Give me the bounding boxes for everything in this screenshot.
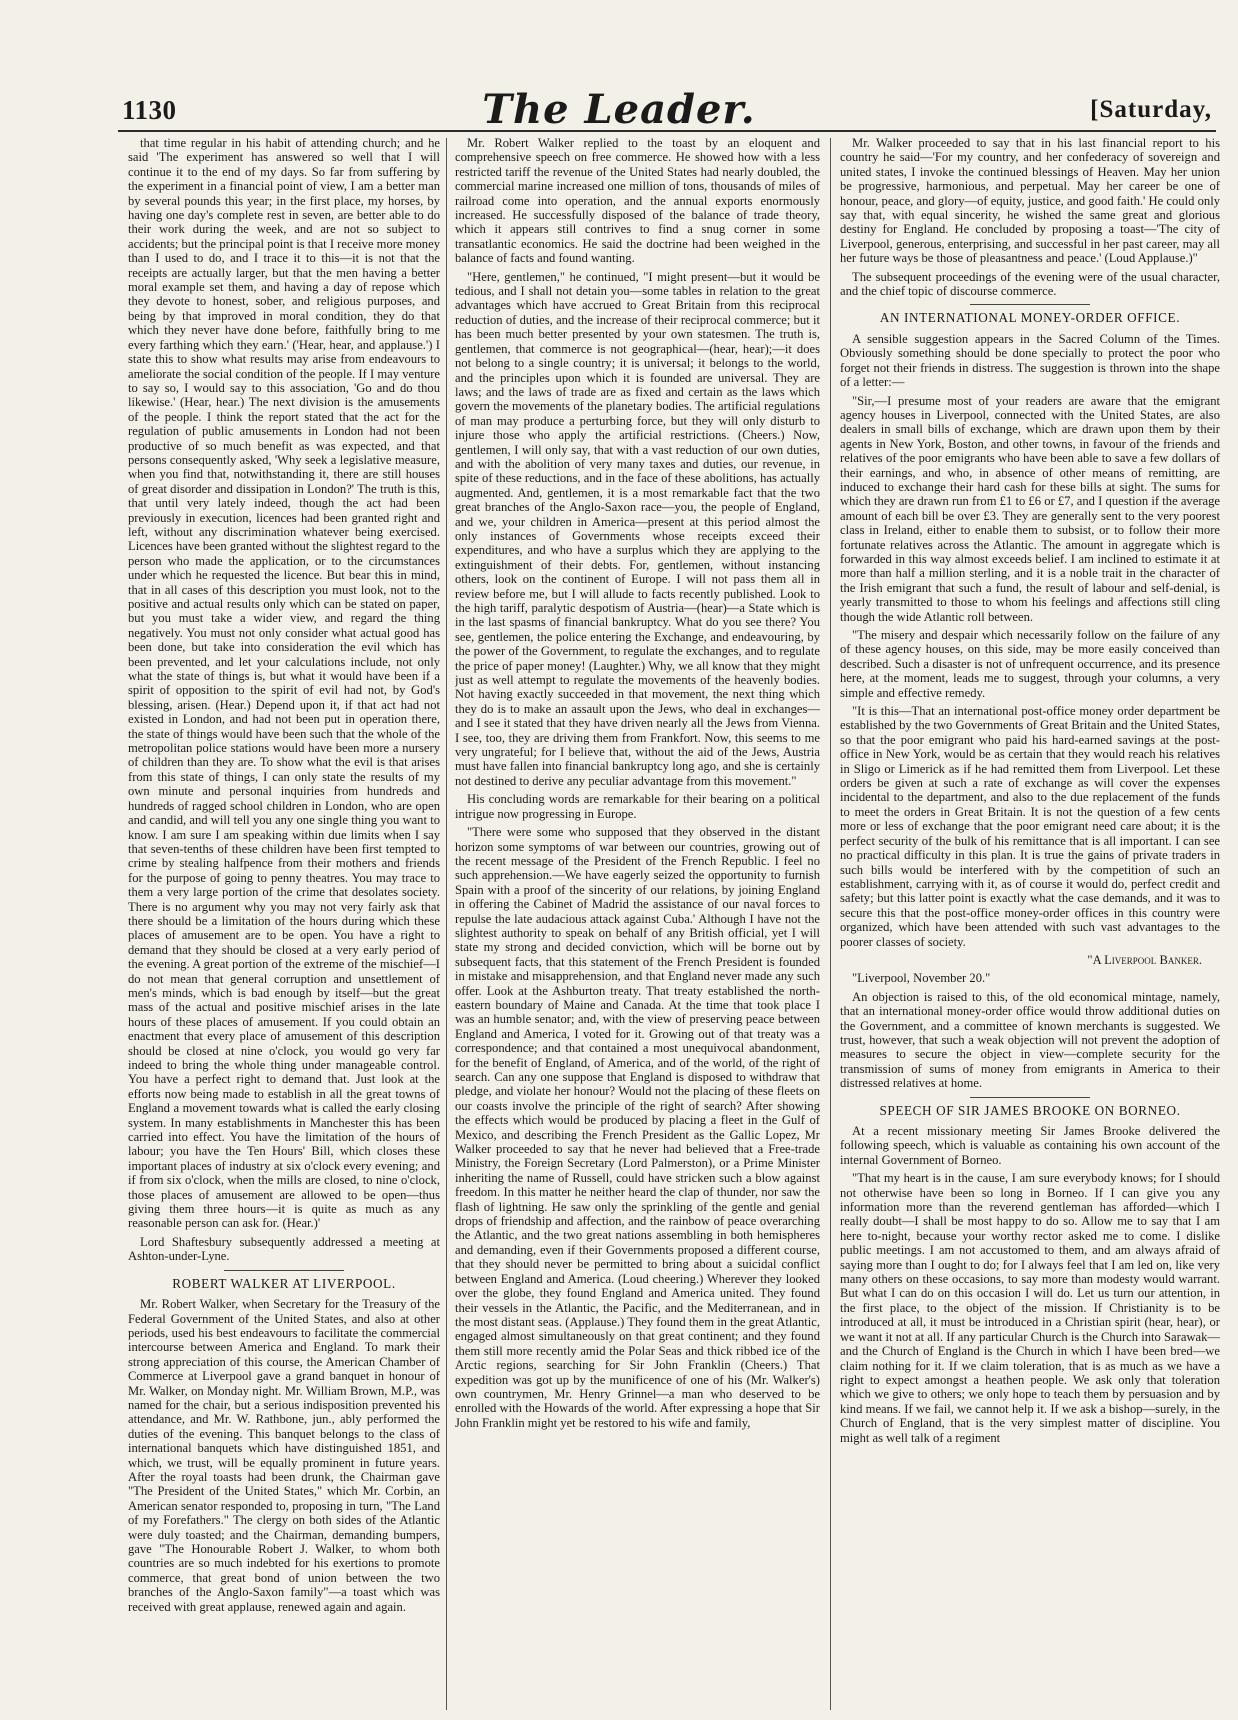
article-paragraph: Mr. Robert Walker replied to the toast by an eloquent and comprehensive speech on free commerce. He showed how with a less restricted tariff the revenue of the United States had nearly doubled, the commercial marine increased one million of tons, thousands of miles of railroad come into operation, and the annual exports enormously increased. He successfully disposed of the balance of trade theory, which it appears still contrives to find a snug corner in some transatlantic economics. He said the doctrine had been weighed in the balance of facts and found wanting. — [455, 136, 820, 266]
article-paragraph: "Sir,—I presume most of your readers are aware that the emigrant agency houses in Liverpool, connected with the United States, are also dealers in small bills of exchange, which are drawn upon them by their agents in New York, Boston, and other towns, in favour of the friends and relatives of the poor emigrants who have been able to save a few dollars of their earnings, and who, in absence of other means of remitting, are induced to exchange their hard cash for these bills at sight. The sums for which they are drawn run from £1 to £6 or £7, and I question if the average amount of each bill be over £3. They are generally sent to the very poorest class in Ireland, either to enable them to subsist, or to follow their more fortunate relatives across the Atlantic. The amount in aggregate which is forwarded in this way almost exceeds belief. I am inclined to estimate it at more than half a million sterling, and it is a noble trait in the character of the Irish emigrant that such a fund, the result of labour and self-denial, is yearly transmitted to those to whom his feelings and affections still cling though the wide Atlantic roll between. — [840, 393, 1220, 624]
article-paragraph: "It is this—That an international post-office money order department be established by the two Governments of Great Britain and the United States, so that the poor emigrant who paid his hard-earned savings at the post-office in New York, would be as certain that they would reach his relatives in Sligo or Limerick as if he had remitted them from Liverpool. Let these orders be given at such a rate of exchange as will cover the expenses incidental to the department, and also to the due replacement of the funds to meet the orders in Great Britain. It is not the question of a few cents more or less of exchange that the poor emigrant need care about; it is the perfect security of the bulk of his remittance that is all important. I can see no practical difficulty in this plan. It is true the gains of private traders in such bills would be interfered with by the competition of such an establishment, carrying with it, as of course it would do, perfect credit and safety; but this latter point is exactly what the case demands, and it was to secure this that the post-office money-order offices in this country were organized, which have been attended with such vast advantages to the poorer classes of society. — [840, 704, 1220, 949]
column-1 — [128, 136, 440, 1720]
letter-signature: "A Liverpool Banker. — [1087, 952, 1202, 967]
masthead-title: The Leader. — [482, 86, 756, 133]
article-paragraph: An objection is raised to this, of the old economical mintage, namely, that an international money-order office would throw additional duties on the Government, and a committee of known merchants is suggested. We trust, however, that such a weak objection will not prevent the adoption of measures to secure the object in view—complete security for the transmission of sums of money from emigrants in America to their distressed relatives at home. — [840, 989, 1220, 1091]
page-header — [0, 0, 1238, 133]
column-divider — [446, 138, 447, 1710]
section-rule — [970, 304, 1090, 305]
section-rule — [970, 1097, 1090, 1098]
article-paragraph: Lord Shaftesbury subsequently addressed a meeting at Ashton-under-Lyne. — [128, 1234, 440, 1264]
article-paragraph: "That my heart is in the cause, I am sure everybody knows; for I should not otherwise have been so long in Borneo. If I can give you any information more than the reverend gentleman has afforded—which I really doubt—I shall be most happy to do so. Allow me to say that I am here to-night, because your worthy rector asked me to come. I dislike public meetings. I am not accustomed to them, and am always afraid of saying more than I ought to do; for I always feel that I am led on, like very many others on these occasions, to say more than modesty would warrant. But what I can do on this occasion I will do. Let us turn our attention, in the first place, to the object of the mission. If Christianity is to be introduced at all, it must be introduced in a Christian spirit (hear, hear), or we want it not at all. If any particular Church is the Church into Sarawak—and the Church of England is the Church in which I have been bred—we claim nothing for it. If we claim toleration, that is as much as we have a right to expect amongst a heathen people. We ask only that toleration which we give to others; we only hope to teach them by persuasion and by kind means. If we fail, we cannot help it. If we ask a bishop—surely, in the Church of England, that is the very simplest matter of discipline. You might as well talk of a regiment — [840, 1171, 1220, 1445]
column-divider — [830, 138, 831, 1710]
article-paragraph: At a recent missionary meeting Sir James Brooke delivered the following speech, which is valuable as containing his own account of the internal Government of Borneo. — [840, 1124, 1220, 1167]
letter-dateline: "Liverpool, November 20." — [852, 971, 991, 986]
article-paragraph: "The misery and despair which necessarily follow on the failure of any of these agency houses, on this side, may be more easily conceived than described. Such a disaster is not of unfrequent occurrence, and its presence here, at the moment, leads me to suggest, through your columns, a very simple and effective remedy. — [840, 628, 1220, 700]
header-rule — [118, 130, 1216, 132]
header-day: [Saturday, — [1090, 96, 1212, 123]
page-number: 1130 — [122, 95, 177, 125]
article-paragraph: Mr. Robert Walker, when Secretary for the Treasury of the Federal Government of the United States, and also at other periods, used his best endeavours to facilitate the commercial intercourse between America and England. To mark their strong appreciation of this course, the American Chamber of Commerce at Liverpool gave a grand banquet in honour of Mr. Walker, on Monday night. Mr. William Brown, M.P., was named for the chair, but a serious indisposition prevented his attendance, and Mr. W. Rathbone, jun., ably performed the duties of the evening. This banquet belongs to the class of international banquets which have distinguished 1851, and which, we trust, will be equally prominent in future years. After the royal toasts had been drunk, the Chairman gave "The President of the United States," which Mr. Corbin, an American senator responded to, proposing in turn, "The Land of my Forefathers." The clergy on both sides of the Atlantic were duly toasted; and the Chairman, demanding bumpers, gave "The Honourable Robert J. Walker, to whom both countries are so much indebted for his exertions to promote commerce, that great bond of union between the two branches of the Anglo-Saxon family"—a toast which was received with great applause, renewed again and again. — [128, 1297, 440, 1614]
section-heading: ROBERT WALKER AT LIVERPOOL. — [172, 1275, 396, 1291]
column-3 — [840, 136, 1220, 1720]
article-paragraph: "There were some who supposed that they observed in the distant horizon some symptoms of war between our countries, growing out of the recent message of the President of the French Republic. I feel no such apprehension.—We have eagerly seized the opportunity to furnish Spain with a proof of the sincerity of our relations, by joining England in offering the Cabinet of Madrid the assistance of our naval forces to repulse the late audacious attack against Cuba.' Although I have not the slightest authority to speak on behalf of any British official, yet I will state my strong and decided conviction, which will be borne out by subsequent facts, that this statement of the French President is founded in mistake and misapprehension, and that England never made any such offer. Look at the Ashburton treaty. That treaty established the north-eastern boundary of Maine and Canada. At the time that took place I was an humble senator; and, with the view of preserving peace between England and America, I voted for it. Growing out of that treaty was a correspondence; and that contained a most unequivocal abandonment, for the benefit of England, of America, and of the world, of the right of search. Can any one suppose that England is disposed to withdraw that pledge, and violate her honour? Would not the placing of these fleets on our coasts involve the principle of the right of search? After showing the effects which would be produced by placing a fleet in the Gulf of Mexico, and describing the French President as the Gallic Lopez, Mr Walker proceeded to say that he never had believed that a Free-trade Ministry, the Foreign Secretary (Lord Palmerston), or a Prime Minister inheriting the name of Russell, could have stricken such a blow against freedom. In this matter he neither heard the clap of thunder, nor saw the flash of lightning. He saw only the sprinkling of the gentle and genial drops of friendship and affection, and the rainbow of peace overarching the Atlantic, and the two great nations assembling in both hemispheres and demanding, even if their Governments proposed a different course, that they should never be permitted to bring about a suicidal conflict between England and America. (Loud cheering.) Wherever they looked over the globe, they found England and America united. They found their vessels in the Atlantic, the Pacific, and the Mediterranean, and in the most distant seas. (Applause.) They found them in the great Atlantic, engaged almost simultaneously on that great continent; and they found them still more recently amid the Polar Seas and thick ribbed ice of the Arctic regions, searching for Sir John Franklin (Cheers.) That expedition was got up by the munificence of one of his (Mr. Walker's) own countrymen, Mr. Henry Grinnel—a man who deserved to be enrolled with the Howards of the world. After expressing a hope that Sir John Franklin might yet be restored to his wife and family, — [455, 825, 820, 1430]
article-paragraph: that time regular in his habit of attending church; and he said 'The experiment has answered so well that I will continue it to the end of my days. So far from suffering by the experiment in a financial point of view, I am a better man by several pounds this year; in the first place, my horses, by having one day's complete rest in seven, are better able to do their work during the week, and are not so subject to accidents; but the principal point is that I receive more money than I used to do, and I trace it to this—it is not that the receipts are actually larger, but that the men having a better moral example set them, and having a day of repose which they devote to honest, sober, and religious purposes, and being by that improved in moral condition, they do that which they never have done before, faithfully bring to me every farthing which they earn.' ('Hear, hear, and applause.') I state this to show what results may arise from endeavours to ameliorate the social condition of the people. If I may venture to say so, I would say to this association, 'Go and do thou likewise.' (Hear, hear.) The next division is the amusements of the people. I think the report stated that the act for the regulation of public amusements in London had not been productive of so much benefit as was expected, and that persons consequently asked, 'Why seek a legislative measure, when you find that, notwithstanding it, there are still houses of great disorder and dissipation in London?' The truth is this, that until very lately indeed, though the act had been previously in execution, licences had been granted right and left, without any discrimination whatever being exercised. Licences have been granted without the slightest regard to the person who made the application, or to the circumstances under which he requested the licence. But bear this in mind, that in all cases of this description you must look, not to the positive and actual results only which can be stated on paper, but you must take a wider view, and regard the thing negatively. You must not only consider what actual good has been done, but take into consideration the evil which has been prevented, and let your calculations include, not only what the state of things is, but what it would have been if a spirit of opposition to the spirit of evil had not, by God's blessing, arisen. (Hear.) Depend upon it, if that act had not existed in London, and had not been put in operation there, the state of things would have been such that the whole of the metropolitan police stations would have been more a nursery of children than they are. To show what the evil is that arises from this state of things, I can only state the results of my own minute and personal inquiries from hundreds and hundreds of ragged school children in London, who are open and candid, and will tell you any one single thing you want to know. I am sure I am speaking within due limits when I say that seven-tenths of these children have been first tempted to crime by stealing halfpence from their mothers and friends for the purpose of going to penny theatres. You may trace to them a very large portion of the crime that desolates society. There is no argument why you may not very fairly ask that there should be a limitation of the hours during which these places of amusement are to be open. You have a right to demand that they should be closed at a very early period of the evening. A great portion of the extreme of the mischief—I do not mean that general corruption and unsettlement of men's minds, which is bad enough by itself—but the great mass of the actual and positive mischief arises in the late hours of these places of amusement. If you could obtain an enactment that every place of amusement of this description should be closed at nine o'clock, you would go very far indeed to bring the whole thing under manageable control. You have a perfect right to demand that. Just look at the efforts now being made to establish in all the great towns of England a movement towards what is called the early closing system. In many establishments in Manchester this has been carried into effect. You have the limitation of the hours of labour; you have the Ten Hours' Bill, which closes these important places of industry at six o'clock every evening; and if from six o'clock, when the mills are closed, to nine o'clock, those places of amusement are allowed to be open—thus giving them three hours—it is quite as much as any reasonable person can ask for. (Hear.)' — [128, 136, 440, 1231]
article-paragraph: His concluding words are remarkable for their bearing on a political intrigue now progressing in Europe. — [455, 792, 820, 821]
article-paragraph: Mr. Walker proceeded to say that in his last financial report to his country he said—'For my country, and her confederacy of sovereign and united states, I invoke the continued blessings of Heaven. May her union be progressive, harmonious, and perpetual. May her career be one of honour, peace, and glory—of equity, justice, and good faith.' He could only say that, with equal sincerity, he wished the same great and glorious destiny for England. He concluded by proposing a toast—'The city of Liverpool, generous, enterprising, and successful in her past career, may all her future ways be those of pleasantness and peace.' (Loud Applause.)" — [840, 136, 1220, 266]
section-heading: SPEECH OF SIR JAMES BROOKE ON BORNEO. — [879, 1102, 1181, 1118]
article-paragraph: The subsequent proceedings of the evening were of the usual character, and the chief topic of discourse commerce. — [840, 269, 1220, 299]
article-paragraph: "Here, gentlemen," he continued, "I might present—but it would be tedious, and I shall not detain you—some tables in relation to the great advantages which have accrued to Great Britain from this reciprocal reduction of duties, and the increase of their reciprocal commerce; but it has been much better presented by your own statesmen. The truth is, gentlemen, that commerce is not geographical—(hear, hear);—it does not belong to a single country; it is universal; it belongs to the world, and the principles upon which it is founded are universal. They are laws; and the laws of trade are as fixed and certain as the laws which govern the movements of the planetary bodies. The artificial regulations of man may produce a perturbing force, but they will only disturb to injure those who apply the artificial restrictions. (Cheers.) Now, gentlemen, I will only say, that with a vast reduction of our own duties, and with the abolition of very many taxes and duties, our revenue, in spite of these reductions, and in the face of these abolitions, has actually augmented. And, gentlemen, it is a most remarkable fact that the two great branches of the Anglo-Saxon race—you, the people of England, and we, your children in America—present at this period almost the only instances of Governments whose receipts exceed their expenditures, and who have a surplus which they are applying to the extinguishment of their debts. For, gentlemen, without instancing others, look on the continent of Europe. I will not pass them all in review before me, but I will allude to facts recently published. Look to the high tariff, paralytic despotism of Austria—(hear)—a State which is in the last spasms of financial bankruptcy. What do you see there? You see, gentlemen, the police entering the Exchange, and endeavouring, by the power of the Government, to regulate the exchanges, and to regulate the price of paper money! (Laughter.) Why, we all know that they might just as well attempt to regulate the movements of the heavenly bodies. Not having exactly succeeded in that movement, the next thing which they do is to make an assault upon the Jews, who deal in exchanges—and I see it stated that they have driven nearly all the Jews from Vienna. I see, too, they are driving them from Frankfort. Now, this seems to me very ungrateful; for I believe that, without the aid of the Jews, Austria must have fallen into financial bankruptcy long ago, and she is certainly not destined to derive any peculiar advantage from this movement." — [455, 269, 820, 788]
article-paragraph: A sensible suggestion appears in the Sacred Column of the Times. Obviously something should be done specially to protect the poor who forget not their friends in distress. The suggestion is thrown into the shape of a letter:— — [840, 331, 1220, 390]
section-heading: AN INTERNATIONAL MONEY-ORDER OFFICE. — [879, 310, 1181, 326]
section-rule — [224, 1270, 344, 1271]
column-2 — [455, 136, 820, 1720]
